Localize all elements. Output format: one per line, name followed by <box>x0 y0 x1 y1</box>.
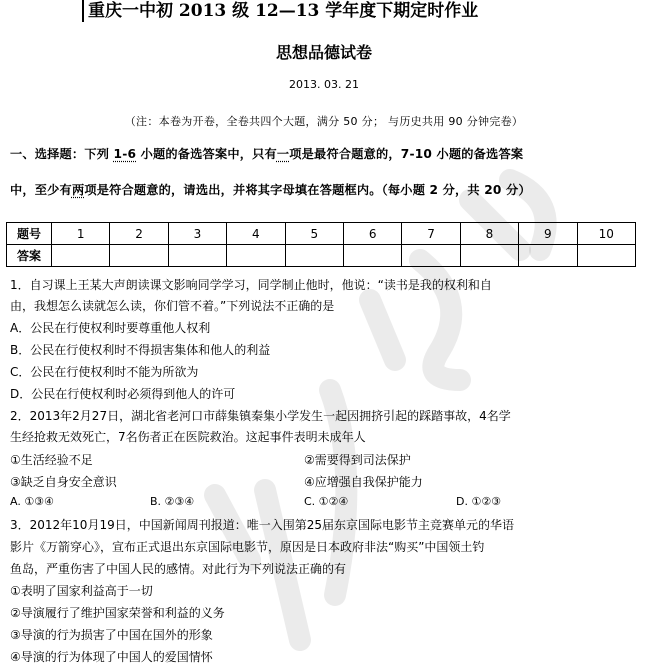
answer-table <box>6 222 636 267</box>
question-number: 7 <box>402 223 460 245</box>
answer-cell[interactable] <box>343 245 401 267</box>
q3-item-3: ③导演的行为损害了中国在国外的形象 <box>10 628 213 642</box>
question-number: 2 <box>110 223 168 245</box>
answer-cell[interactable] <box>460 245 518 267</box>
question-number: 10 <box>577 223 635 245</box>
answer-cell[interactable] <box>402 245 460 267</box>
answer-header: 答案 <box>7 245 52 267</box>
q1-option-a: A．公民在行使权利时要尊重他人权利 <box>10 321 211 335</box>
answer-cell[interactable] <box>227 245 285 267</box>
answer-cell[interactable] <box>52 245 110 267</box>
q1-option-b: B．公民在行使权利时不得损害集体和他人的利益 <box>10 343 271 357</box>
section1-text: 小题的备选答案中，只有 <box>136 147 277 161</box>
question-number: 1 <box>52 223 110 245</box>
q3-stem-line3: 鱼岛，严重伤害了中国人民的感情。对此行为下列说法正确的有 <box>10 562 347 576</box>
q2-choice-a: A. ①③④ <box>10 495 54 508</box>
q3-item-4: ④导演的行为体现了中国人的爱国情怀 <box>10 650 213 664</box>
exam-subtitle: 思想品德试卷 <box>275 43 372 62</box>
q3-item-1: ①表明了国家利益高于一切 <box>10 584 153 598</box>
answer-table-number-row <box>7 223 636 245</box>
section1-instructions-line1 <box>10 145 640 162</box>
q2-stem-line1: 2．2013年2月27日，湖北省老河口市薛集镇秦集小学发生一起因拥挤引起的踩踏事故，4名学 <box>10 409 511 423</box>
q2-item-1: ①生活经验不足 <box>10 453 93 467</box>
q2-choice-b: B. ②③④ <box>150 495 195 508</box>
q2-choice-c: C. ①②④ <box>304 495 349 508</box>
section1-two-emphasis: 两 <box>71 183 85 197</box>
section1-one-emphasis: 一 <box>276 147 290 161</box>
q2-item-3: ③缺乏自身安全意识 <box>10 475 117 489</box>
question-number: 6 <box>343 223 401 245</box>
q2-choice-d: D. ①②③ <box>456 495 502 508</box>
answer-table-answer-row <box>7 245 636 267</box>
exam-title: 重庆一中初 2013 级 12—13 学年度下期定时作业 <box>82 0 558 22</box>
q1-option-c: C．公民在行使权利时不能为所欲为 <box>10 365 199 379</box>
exam-note: （注：本卷为开卷，全卷共四个大题，满分 50 分； 与历史共用 90 分钟完卷） <box>124 115 524 128</box>
question-number: 3 <box>168 223 226 245</box>
section1-text: 一、选择题：下列 <box>10 147 114 161</box>
answer-cell[interactable] <box>519 245 577 267</box>
answer-cell[interactable] <box>110 245 168 267</box>
answer-cell[interactable] <box>168 245 226 267</box>
q1-stem-line1: 1．自习课上王某大声朗读课文影响同学学习，同学制止他时，他说：“读书是我的权利和自 <box>10 278 492 292</box>
q2-item-4: ④应增强自我保护能力 <box>304 475 423 489</box>
q3-stem-line2: 影片《万箭穿心》，宣布正式退出东京国际电影节，原因是日本政府非法“购买”中国领土钓 <box>10 540 485 554</box>
question-number: 8 <box>460 223 518 245</box>
section1-text: 项是符合题意的，请选出，并将其字母填在答题框内。（每小题 2 分，共 20 分） <box>84 183 531 197</box>
exam-date: 2013. 03. 21 <box>289 78 359 91</box>
q1-stem-line2: 由，我想怎么读就怎么读，你们管不着。”下列说法不正确的是 <box>10 299 335 313</box>
section1-range: 1-6 <box>113 147 137 161</box>
q2-item-2: ②需要得到司法保护 <box>304 453 411 467</box>
question-number: 5 <box>285 223 343 245</box>
question-number-header: 题号 <box>7 223 52 245</box>
q3-item-2: ②导演履行了维护国家荣誉和利益的义务 <box>10 606 225 620</box>
question-number: 4 <box>227 223 285 245</box>
answer-cell[interactable] <box>577 245 635 267</box>
section1-text: 项是最符合题意的，7-10 小题的备选答案 <box>289 147 524 161</box>
question-number: 9 <box>519 223 577 245</box>
section1-instructions-line2 <box>10 181 640 198</box>
q1-option-d: D．公民在行使权利时必须得到他人的许可 <box>10 387 236 401</box>
section1-text: 中，至少有 <box>10 183 72 197</box>
q3-stem-line1: 3．2012年10月19日，中国新闻周刊报道：唯一入围第25届东京国际电影节主竞赛单元的华语 <box>10 518 514 532</box>
q2-stem-line2: 生经抢救无效死亡，7名伤者正在医院救治。这起事件表明未成年人 <box>10 430 366 444</box>
answer-cell[interactable] <box>285 245 343 267</box>
